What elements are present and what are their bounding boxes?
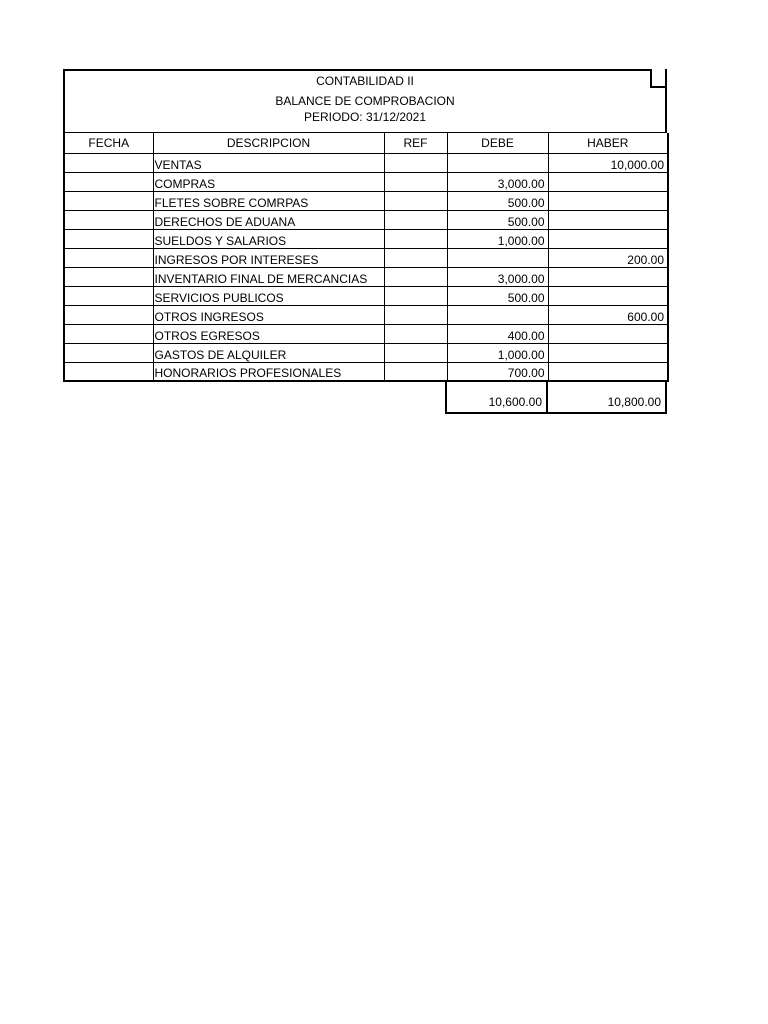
cell-debe: 3,000.00 — [447, 267, 548, 286]
ledger-table — [63, 133, 669, 382]
cell-fecha — [64, 305, 153, 324]
cell-haber: 200.00 — [548, 248, 668, 267]
cell-fecha — [64, 362, 153, 381]
table-row — [64, 172, 668, 191]
cell-descripcion: OTROS EGRESOS — [153, 324, 384, 343]
cell-haber: 10,000.00 — [548, 153, 668, 172]
cell-debe: 500.00 — [447, 210, 548, 229]
table-row — [64, 248, 668, 267]
table-row — [64, 343, 668, 362]
column-header-debe: DEBE — [447, 133, 548, 153]
cell-fecha — [64, 324, 153, 343]
table-row — [64, 267, 668, 286]
cell-ref — [384, 248, 447, 267]
cell-descripcion: COMPRAS — [153, 172, 384, 191]
cell-debe: 500.00 — [447, 286, 548, 305]
cell-ref — [384, 172, 447, 191]
cell-fecha — [64, 343, 153, 362]
cell-debe: 1,000.00 — [447, 229, 548, 248]
cell-fecha — [64, 210, 153, 229]
cell-ref — [384, 362, 447, 381]
cell-ref — [384, 324, 447, 343]
table-row — [64, 286, 668, 305]
ledger-body — [64, 153, 668, 381]
cell-debe: 500.00 — [447, 191, 548, 210]
column-header-fecha: FECHA — [64, 133, 153, 153]
column-header-descripcion: DESCRIPCION — [153, 133, 384, 153]
cell-debe — [447, 153, 548, 172]
cell-haber: 600.00 — [548, 305, 668, 324]
table-row — [64, 305, 668, 324]
cell-fecha — [64, 153, 153, 172]
totals-row — [63, 382, 667, 414]
cell-descripcion: GASTOS DE ALQUILER — [153, 343, 384, 362]
cell-fecha — [64, 267, 153, 286]
cell-fecha — [64, 172, 153, 191]
column-header-haber: HABER — [548, 133, 668, 153]
cell-fecha — [64, 229, 153, 248]
table-row — [64, 324, 668, 343]
cell-debe — [447, 248, 548, 267]
cell-descripcion: INVENTARIO FINAL DE MERCANCIAS — [153, 267, 384, 286]
total-haber: 10,800.00 — [547, 382, 667, 414]
cell-ref — [384, 210, 447, 229]
cell-fecha — [64, 286, 153, 305]
cell-ref — [384, 305, 447, 324]
cell-haber — [548, 324, 668, 343]
cell-haber — [548, 210, 668, 229]
column-header-ref: REF — [384, 133, 447, 153]
cell-ref — [384, 343, 447, 362]
cell-haber — [548, 362, 668, 381]
cell-descripcion: SUELDOS Y SALARIOS — [153, 229, 384, 248]
cell-debe: 1,000.00 — [447, 343, 548, 362]
cell-haber — [548, 229, 668, 248]
cell-fecha — [64, 248, 153, 267]
cell-ref — [384, 267, 447, 286]
table-row — [64, 362, 668, 381]
cell-haber — [548, 191, 668, 210]
table-row — [64, 229, 668, 248]
period-label: PERIODO: 31/12/2021 — [303, 110, 427, 124]
report-title: BALANCE DE COMPROBACION — [275, 94, 455, 108]
cell-debe: 3,000.00 — [447, 172, 548, 191]
cell-ref — [384, 153, 447, 172]
cell-debe: 400.00 — [447, 324, 548, 343]
table-row — [64, 210, 668, 229]
cell-haber — [548, 172, 668, 191]
balance-sheet — [63, 69, 667, 414]
cell-ref — [384, 286, 447, 305]
cell-selection-marker — [650, 69, 667, 88]
cell-descripcion: DERECHOS DE ADUANA — [153, 210, 384, 229]
total-debe: 10,600.00 — [445, 382, 548, 414]
cell-haber — [548, 267, 668, 286]
cell-descripcion: OTROS INGRESOS — [153, 305, 384, 324]
cell-descripcion: HONORARIOS PROFESIONALES — [153, 362, 384, 381]
report-header — [63, 69, 667, 133]
course-title: CONTABILIDAD II — [316, 74, 414, 88]
cell-debe: 700.00 — [447, 362, 548, 381]
cell-descripcion: VENTAS — [153, 153, 384, 172]
cell-debe — [447, 305, 548, 324]
column-header-row — [64, 133, 668, 153]
cell-descripcion: INGRESOS POR INTERESES — [153, 248, 384, 267]
cell-ref — [384, 191, 447, 210]
cell-haber — [548, 343, 668, 362]
cell-descripcion: SERVICIOS PUBLICOS — [153, 286, 384, 305]
cell-ref — [384, 229, 447, 248]
cell-descripcion: FLETES SOBRE COMRPAS — [153, 191, 384, 210]
table-row — [64, 191, 668, 210]
cell-fecha — [64, 191, 153, 210]
table-row — [64, 153, 668, 172]
cell-haber — [548, 286, 668, 305]
